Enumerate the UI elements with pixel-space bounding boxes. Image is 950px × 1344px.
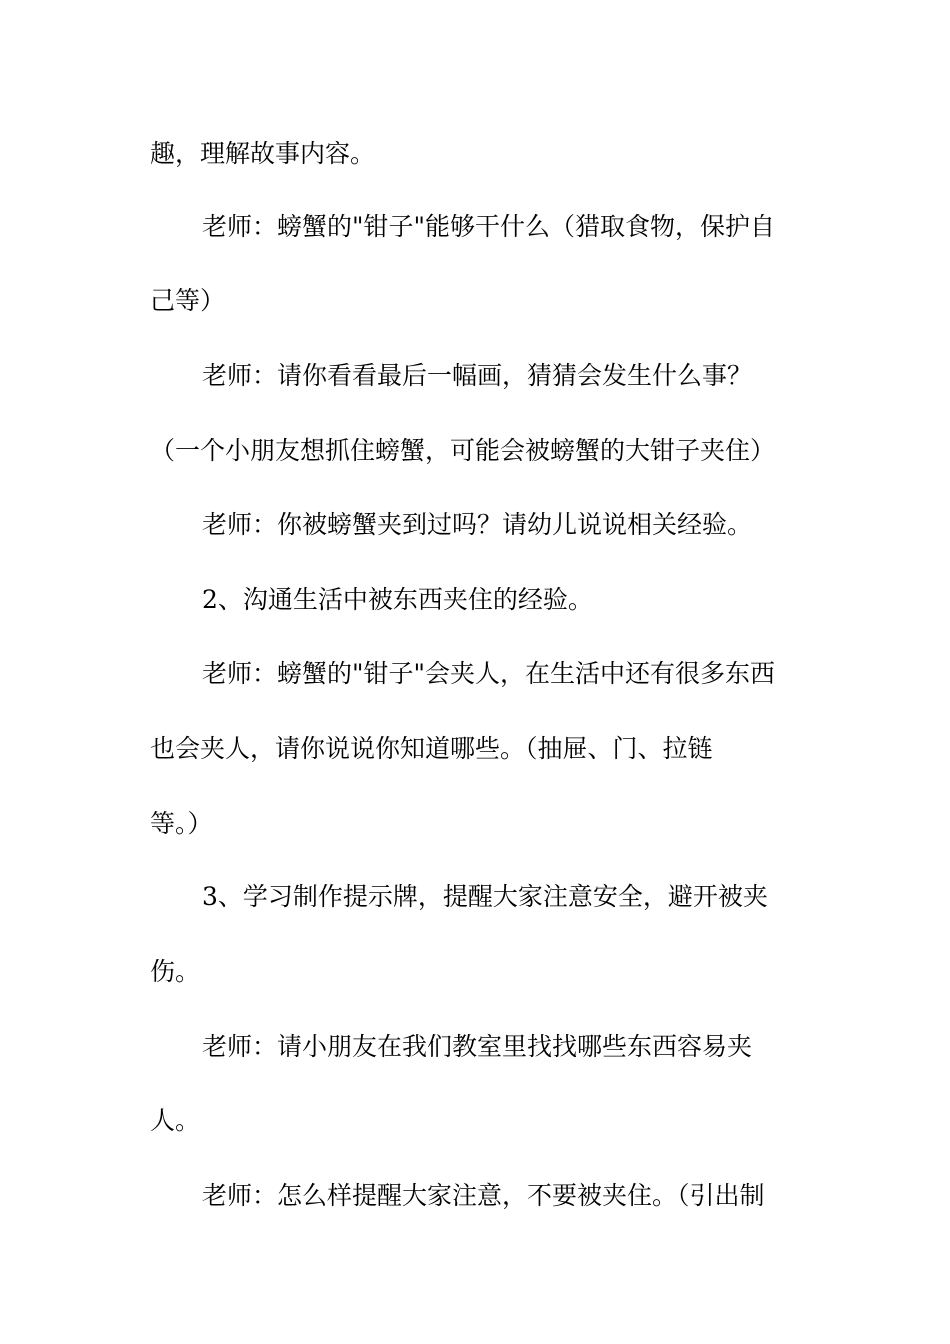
text-line: 趣，理解故事内容。 [150, 139, 376, 168]
text-line: 己等） [150, 286, 226, 315]
text-line: 也会夹人，请你说说你知道哪些。（抽屉、门、拉链 [150, 734, 713, 763]
text-line: 伤。 [150, 957, 201, 986]
text-line: 老师：请小朋友在我们教室里找找哪些东西容易夹 [202, 1032, 753, 1061]
text-line: 老师：螃蟹的"钳子"能够干什么（猎取食物，保护自 [202, 212, 776, 241]
text-line: 等。） [150, 809, 213, 838]
text-line: 2、沟通生活中被东西夹住的经验。 [202, 585, 593, 614]
text-line: 老师：螃蟹的"钳子"会夹人，在生活中还有很多东西 [202, 659, 776, 688]
text-line: 3、学习制作提示牌，提醒大家注意安全，避开被夹 [202, 882, 768, 911]
text-line: 老师：你被螃蟹夹到过吗？请幼儿说说相关经验。 [202, 510, 753, 539]
text-line: 老师：怎么样提醒大家注意，不要被夹住。（引出制 [202, 1181, 765, 1210]
text-line: 老师：请你看看最后一幅画，猜猜会发生什么事？ [202, 361, 753, 390]
text-line: （一个小朋友想抓住螃蟹，可能会被螃蟹的大钳子夹住） [150, 436, 776, 465]
text-line: 人。 [150, 1106, 201, 1135]
